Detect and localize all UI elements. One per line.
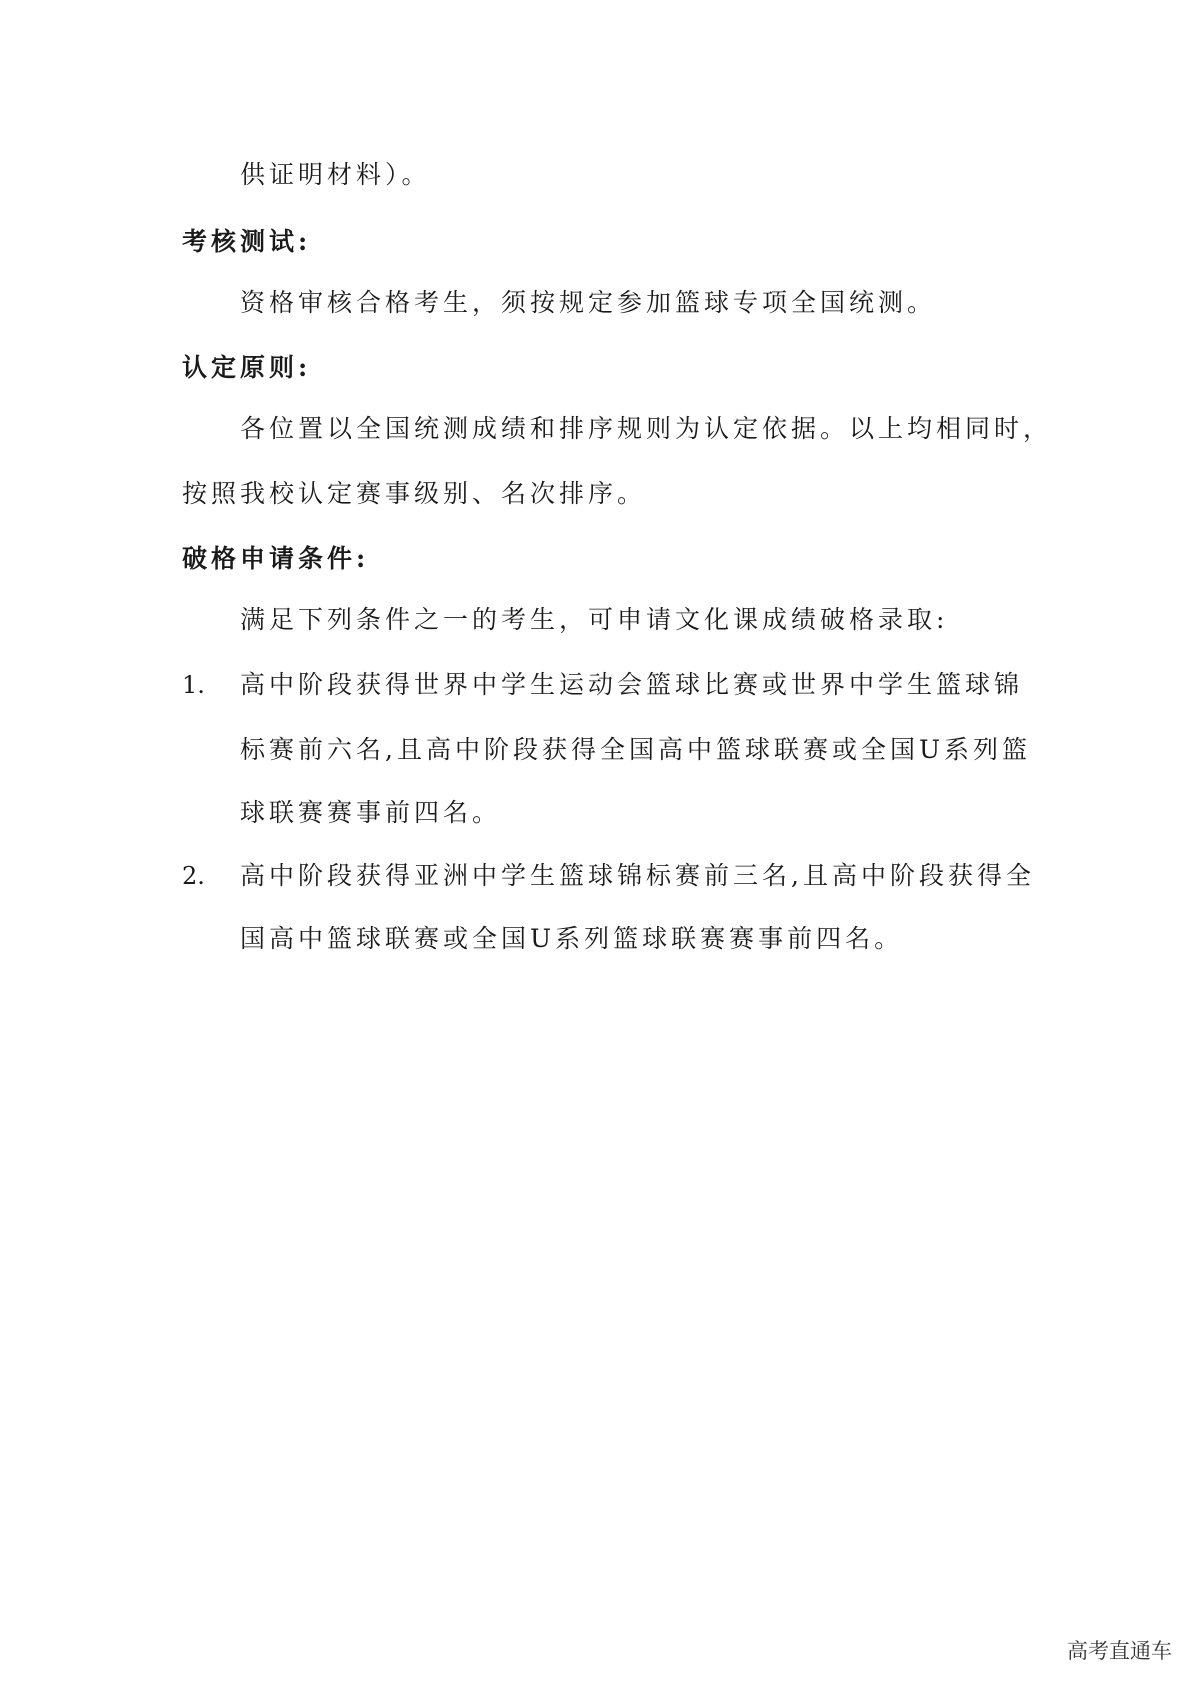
list-item-text: 球联赛赛事前四名。 <box>240 798 502 827</box>
section-heading-assessment-test: 考核测试: <box>182 227 312 256</box>
list-item-text: 高中阶段获得亚洲中学生篮球锦标赛前三名,且高中阶段获得全 <box>240 861 1035 890</box>
paragraph-text: 各位置以全国统测成绩和排序规则为认定依据。以上均相同时， <box>240 414 1053 443</box>
list-item-number: 1. <box>182 671 205 699</box>
paragraph-text: 资格审核合格考生，须按规定参加篮球专项全国统测。 <box>240 288 937 317</box>
section-heading-recognition-principle: 认定原则: <box>182 353 312 382</box>
paragraph-text: 满足下列条件之一的考生，可申请文化课成绩破格录取: <box>240 605 949 634</box>
section-heading-exception-conditions: 破格申请条件: <box>182 544 370 573</box>
list-item-text: 国高中篮球联赛或全国U系列篮球联赛赛事前四名。 <box>240 924 904 953</box>
list-item-number: 2. <box>182 862 205 890</box>
continuation-text: 供证明材料）。 <box>240 160 431 189</box>
list-item-text: 标赛前六名,且高中阶段获得全国高中篮球联赛或全国U系列篮 <box>240 735 1032 764</box>
list-item-text: 高中阶段获得世界中学生运动会篮球比赛或世界中学生篮球锦 <box>240 670 1024 699</box>
paragraph-text: 按照我校认定赛事级别、名次排序。 <box>182 479 647 508</box>
watermark-text: 高考直通车 <box>1067 1639 1172 1663</box>
